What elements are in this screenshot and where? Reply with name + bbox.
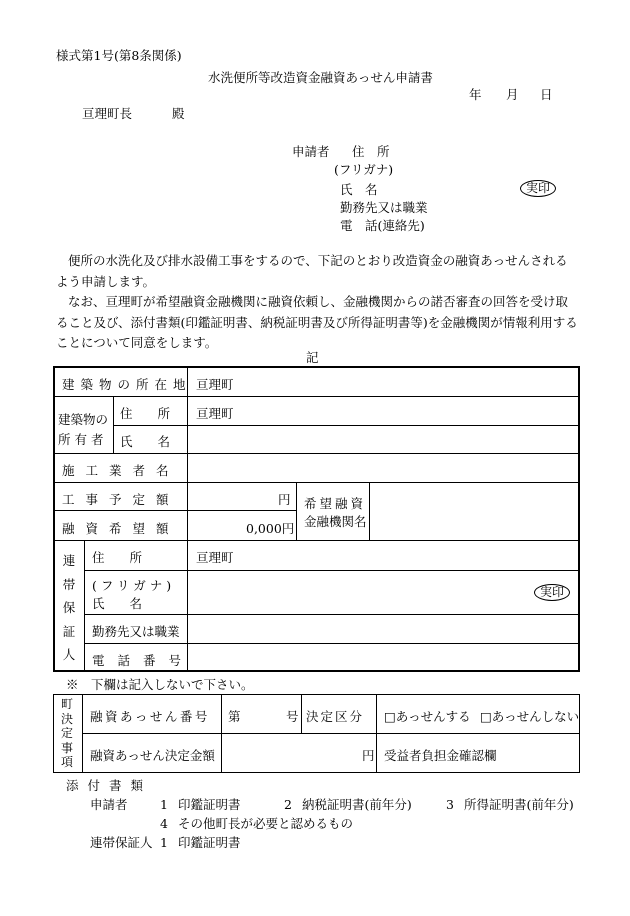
body-paragraph-2: なお、亘理町が希望融資金融機関に融資依頼し、金融機関からの諾否審査の回答を受け取ること及び、添付書類(印鑑証明書、納税証明書及び所得証明書等)を金融機関が情報利用することについて同意をします。 xyxy=(56,294,578,350)
form-number: 様式第1号(第8条関係) xyxy=(56,48,182,63)
guarantor-name-label: 氏 名 xyxy=(92,596,143,611)
guarantor-phone-label: 電話番号 xyxy=(92,653,195,668)
guarantor-seal-mark: 実印 xyxy=(534,584,570,601)
guarantor-address-value: 亘理町 xyxy=(196,550,234,565)
owner-name-label: 氏 名 xyxy=(120,434,171,449)
body-paragraph-1: 便所の水洗化及び排水設備工事をするので、下記のとおり改造資金の融資あっせんされるよう申請します。 xyxy=(56,253,568,289)
attachment-1-number: 1 xyxy=(160,797,168,812)
decision-option-approve: □あっせんする xyxy=(384,709,471,724)
applicant-seal-mark: 実印 xyxy=(520,180,556,197)
attachments-guarantor-label: 連帯保証人 xyxy=(90,835,153,850)
applicant-furigana-label: (フリガナ) xyxy=(334,162,394,177)
attachment-4-number: 4 xyxy=(160,816,168,831)
loan-number-suffix: 号 xyxy=(286,709,299,724)
applicant-name-label: 氏 名 xyxy=(340,182,378,197)
loan-value: 0,000円 xyxy=(246,521,295,536)
guarantor-address-label: 住 所 xyxy=(92,550,143,565)
ki-heading: 記 xyxy=(306,350,319,365)
attachment-2-number: 2 xyxy=(284,797,292,812)
attachment-2: 納税証明書(前年分) xyxy=(302,797,412,812)
decision-option-reject: □あっせんしない xyxy=(480,709,580,724)
attachments-title: 添付書類 xyxy=(66,778,153,793)
cost-label: 工事予定額 xyxy=(62,492,180,507)
office-vertical-label: 町決定事項 xyxy=(60,697,73,769)
bank-label-line1: 希望融資 xyxy=(304,496,367,511)
document-title: 水洗便所等改造資金融資あっせん申請書 xyxy=(208,70,433,85)
guarantor-furigana-label: (フリガナ) xyxy=(92,578,176,593)
owner-label-line1: 建築物の xyxy=(58,412,109,427)
bank-label-line2: 金融機関名 xyxy=(304,514,367,529)
guarantor-work-label: 勤務先又は職業 xyxy=(92,624,180,639)
addressee: 亘理町長 xyxy=(82,106,133,121)
decided-amount-label: 融資あっせん決定金額 xyxy=(90,748,215,763)
office-use-notice: ※ 下欄は記入しないで下さい。 xyxy=(66,677,254,692)
owner-address-label: 住 所 xyxy=(120,406,171,421)
loan-number-prefix: 第 xyxy=(228,709,241,724)
guarantor-attachment-1: 印鑑証明書 xyxy=(178,835,241,850)
owner-label-line2: 所 有 者 xyxy=(58,432,104,447)
honorific: 殿 xyxy=(172,106,185,121)
attachment-3-number: 3 xyxy=(446,797,454,812)
applicant-label: 申請者 xyxy=(292,144,330,159)
owner-address-value: 亘理町 xyxy=(196,406,234,421)
loan-label: 融資希望額 xyxy=(62,521,180,536)
date-year: 年 xyxy=(469,87,482,102)
decided-amount-unit: 円 xyxy=(362,748,375,763)
attachments-applicant-label: 申請者 xyxy=(90,797,128,812)
building-location-label: 建築物の所在地 xyxy=(62,377,192,392)
decision-label: 決定区分 xyxy=(306,709,365,724)
loan-number-label: 融資あっせん番号 xyxy=(90,709,210,724)
applicant-work-label: 勤務先又は職業 xyxy=(340,200,428,215)
contractor-label: 施工業者名 xyxy=(62,463,180,478)
cost-unit: 円 xyxy=(278,492,291,507)
attachment-3: 所得証明書(前年分) xyxy=(464,797,574,812)
guarantor-attachment-1-number: 1 xyxy=(160,835,168,850)
burden-confirmation-label: 受益者負担金確認欄 xyxy=(384,748,497,763)
applicant-address-label: 住 所 xyxy=(352,144,390,159)
applicant-phone-label: 電 話(連絡先) xyxy=(340,218,425,233)
attachment-1: 印鑑証明書 xyxy=(178,797,241,812)
date-day: 日 xyxy=(540,87,553,102)
attachment-4: その他町長が必要と認めるもの xyxy=(178,816,354,831)
guarantor-vertical-label: 連帯保証人 xyxy=(62,553,76,662)
building-location-value: 亘理町 xyxy=(196,377,234,392)
date-month: 月 xyxy=(506,87,519,102)
